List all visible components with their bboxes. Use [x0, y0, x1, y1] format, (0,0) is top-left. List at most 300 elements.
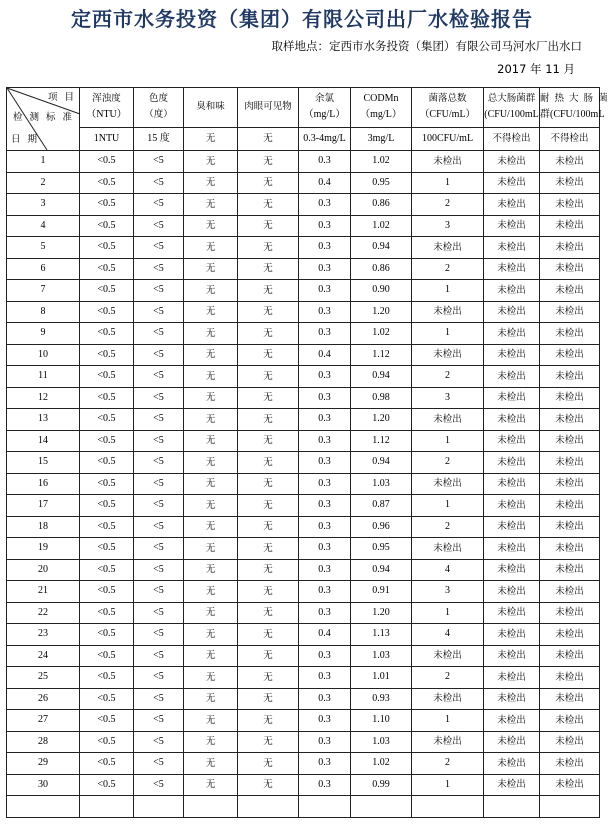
colony-count-cell: 1: [412, 710, 484, 732]
column-name: 色度: [148, 93, 168, 105]
date-cell: 22: [7, 602, 80, 624]
colony-count-cell: 2: [412, 753, 484, 775]
table-row: [7, 344, 600, 366]
turbidity-cell: <0.5: [80, 430, 134, 452]
total-coliform-cell: 未检出: [484, 215, 540, 237]
chlorine-cell: 0.3: [299, 731, 351, 753]
chlorine-cell: 0.3: [299, 667, 351, 689]
total-coliform-cell: 未检出: [484, 452, 540, 474]
total-coliform-cell: 未检出: [484, 237, 540, 259]
total-coliform-cell: 未检出: [484, 710, 540, 732]
thermotolerant-coliform-cell: 未检出: [540, 559, 600, 581]
turbidity-cell: <0.5: [80, 280, 134, 302]
color-cell: <5: [134, 409, 184, 431]
visible-matter-cell: 无: [238, 538, 299, 560]
blank-cell: [80, 796, 134, 818]
visible-matter-cell: 无: [238, 473, 299, 495]
column-name: 肉眼可见物: [244, 101, 292, 113]
thermotolerant-coliform-cell: 未检出: [540, 667, 600, 689]
column-unit: （mg/L）: [360, 109, 402, 121]
table-row: [7, 602, 600, 624]
colony-count-cell: 2: [412, 366, 484, 388]
total-coliform-cell: 未检出: [484, 645, 540, 667]
thermotolerant-coliform-cell: 未检出: [540, 452, 600, 474]
odor-cell: 无: [184, 258, 238, 280]
table-row: [7, 710, 600, 732]
date-cell: 29: [7, 753, 80, 775]
table-row: [7, 688, 600, 710]
colony-count-cell: 2: [412, 516, 484, 538]
color-cell: <5: [134, 172, 184, 194]
total-coliform-cell: 未检出: [484, 194, 540, 216]
table-row: [7, 387, 600, 409]
total-coliform-cell: 未检出: [484, 731, 540, 753]
chlorine-cell: 0.3: [299, 538, 351, 560]
colony-count-cell: 1: [412, 172, 484, 194]
thermotolerant-coliform-cell: 未检出: [540, 602, 600, 624]
thermotolerant-coliform-cell: 未检出: [540, 172, 600, 194]
colony-count-cell: 1: [412, 495, 484, 517]
total-coliform-cell: 未检出: [484, 774, 540, 796]
chlorine-cell: 0.3: [299, 194, 351, 216]
thermotolerant-coliform-cell: 未检出: [540, 645, 600, 667]
standard-codmn: 3mg/L: [351, 127, 412, 150]
codmn-cell: 0.93: [351, 688, 412, 710]
colony-count-cell: 1: [412, 602, 484, 624]
color-cell: <5: [134, 387, 184, 409]
table-row: [7, 753, 600, 775]
date-cell: 7: [7, 280, 80, 302]
colony-count-cell: 未检出: [412, 645, 484, 667]
colony-count-cell: 1: [412, 430, 484, 452]
color-cell: <5: [134, 301, 184, 323]
total-coliform-cell: 未检出: [484, 151, 540, 173]
table-row: [7, 409, 600, 431]
sampling-location: 取样地点：定西市水务投资（集团）有限公司马河水厂出水口: [271, 39, 582, 53]
odor-cell: 无: [184, 366, 238, 388]
date-cell: 20: [7, 559, 80, 581]
column-name: 浑浊度: [92, 93, 121, 105]
date-cell: 25: [7, 667, 80, 689]
visible-matter-cell: 无: [238, 366, 299, 388]
total-coliform-cell: 未检出: [484, 280, 540, 302]
codmn-cell: 1.20: [351, 409, 412, 431]
visible-matter-cell: 无: [238, 731, 299, 753]
corner-date-label: 日 期: [11, 134, 40, 145]
color-cell: <5: [134, 516, 184, 538]
odor-cell: 无: [184, 624, 238, 646]
codmn-cell: 0.86: [351, 258, 412, 280]
header-color: [134, 88, 184, 128]
thermotolerant-coliform-cell: 未检出: [540, 624, 600, 646]
odor-cell: 无: [184, 688, 238, 710]
header-chlorine: [299, 88, 351, 128]
thermotolerant-coliform-cell: 未检出: [540, 774, 600, 796]
visible-matter-cell: 无: [238, 387, 299, 409]
colony-count-cell: 2: [412, 667, 484, 689]
chlorine-cell: 0.3: [299, 215, 351, 237]
odor-cell: 无: [184, 280, 238, 302]
thermotolerant-coliform-cell: 未检出: [540, 473, 600, 495]
odor-cell: 无: [184, 645, 238, 667]
chlorine-cell: 0.3: [299, 710, 351, 732]
chlorine-cell: 0.3: [299, 602, 351, 624]
visible-matter-cell: 无: [238, 753, 299, 775]
total-coliform-cell: 未检出: [484, 409, 540, 431]
chlorine-cell: 0.4: [299, 172, 351, 194]
odor-cell: 无: [184, 430, 238, 452]
turbidity-cell: <0.5: [80, 194, 134, 216]
codmn-cell: 0.94: [351, 559, 412, 581]
odor-cell: 无: [184, 151, 238, 173]
odor-cell: 无: [184, 753, 238, 775]
blank-cell: [484, 796, 540, 818]
color-cell: <5: [134, 581, 184, 603]
odor-cell: 无: [184, 387, 238, 409]
date-cell: 9: [7, 323, 80, 345]
visible-matter-cell: 无: [238, 280, 299, 302]
table-row: [7, 366, 600, 388]
odor-cell: 无: [184, 516, 238, 538]
colony-count-cell: 未检出: [412, 473, 484, 495]
column-name: 总大肠菌群: [487, 93, 536, 105]
turbidity-cell: <0.5: [80, 258, 134, 280]
turbidity-cell: <0.5: [80, 387, 134, 409]
colony-count-cell: 未检出: [412, 301, 484, 323]
visible-matter-cell: 无: [238, 710, 299, 732]
chlorine-cell: 0.3: [299, 774, 351, 796]
color-cell: <5: [134, 753, 184, 775]
date-cell: 1: [7, 151, 80, 173]
header-turbidity: [80, 88, 134, 128]
codmn-cell: 0.95: [351, 538, 412, 560]
column-name: 余氯: [314, 93, 334, 105]
colony-count-cell: 3: [412, 215, 484, 237]
colony-count-cell: 3: [412, 387, 484, 409]
header-row-items: [7, 88, 600, 128]
color-cell: <5: [134, 602, 184, 624]
codmn-cell: 1.13: [351, 624, 412, 646]
colony-count-cell: 1: [412, 280, 484, 302]
colony-count-cell: 未检出: [412, 731, 484, 753]
table-body: [7, 151, 600, 796]
column-unit: （CFU/mL）: [419, 109, 476, 121]
turbidity-cell: <0.5: [80, 323, 134, 345]
total-coliform-cell: 未检出: [484, 688, 540, 710]
odor-cell: 无: [184, 301, 238, 323]
colony-count-cell: 2: [412, 452, 484, 474]
turbidity-cell: <0.5: [80, 215, 134, 237]
table-row: [7, 323, 600, 345]
visible-matter-cell: 无: [238, 495, 299, 517]
total-coliform-cell: 未检出: [484, 258, 540, 280]
turbidity-cell: <0.5: [80, 495, 134, 517]
codmn-cell: 0.99: [351, 774, 412, 796]
table-row: [7, 581, 600, 603]
colony-count-cell: 3: [412, 581, 484, 603]
odor-cell: 无: [184, 172, 238, 194]
codmn-cell: 0.87: [351, 495, 412, 517]
color-cell: <5: [134, 710, 184, 732]
table-row: [7, 194, 600, 216]
turbidity-cell: <0.5: [80, 774, 134, 796]
thermotolerant-coliform-cell: 未检出: [540, 301, 600, 323]
blank-cell: [299, 796, 351, 818]
date-cell: 2: [7, 172, 80, 194]
table-row: [7, 559, 600, 581]
codmn-cell: 1.02: [351, 151, 412, 173]
corner-item-label: 项 目: [47, 92, 76, 103]
visible-matter-cell: 无: [238, 516, 299, 538]
total-coliform-cell: 未检出: [484, 344, 540, 366]
total-coliform-cell: 未检出: [484, 430, 540, 452]
blank-cell: [7, 796, 80, 818]
color-cell: <5: [134, 430, 184, 452]
thermotolerant-coliform-cell: 未检出: [540, 215, 600, 237]
visible-matter-cell: 无: [238, 559, 299, 581]
column-name: 臭和味: [196, 101, 225, 113]
odor-cell: 无: [184, 344, 238, 366]
thermotolerant-coliform-cell: 未检出: [540, 495, 600, 517]
color-cell: <5: [134, 645, 184, 667]
total-coliform-cell: 未检出: [484, 559, 540, 581]
codmn-cell: 1.12: [351, 344, 412, 366]
table-row: [7, 258, 600, 280]
column-unit: （mg/L）: [303, 109, 346, 121]
codmn-cell: 1.20: [351, 602, 412, 624]
table-row: [7, 473, 600, 495]
date-cell: 4: [7, 215, 80, 237]
header-row-standards: [7, 127, 600, 150]
turbidity-cell: <0.5: [80, 581, 134, 603]
odor-cell: 无: [184, 602, 238, 624]
turbidity-cell: <0.5: [80, 409, 134, 431]
turbidity-cell: <0.5: [80, 602, 134, 624]
chlorine-cell: 0.3: [299, 753, 351, 775]
color-cell: <5: [134, 237, 184, 259]
odor-cell: 无: [184, 473, 238, 495]
thermotolerant-coliform-cell: 未检出: [540, 688, 600, 710]
blank-cell: [184, 796, 238, 818]
odor-cell: 无: [184, 409, 238, 431]
date-cell: 23: [7, 624, 80, 646]
turbidity-cell: <0.5: [80, 667, 134, 689]
date-cell: 27: [7, 710, 80, 732]
chlorine-cell: 0.3: [299, 645, 351, 667]
date-cell: 14: [7, 430, 80, 452]
chlorine-cell: 0.3: [299, 366, 351, 388]
chlorine-cell: 0.3: [299, 495, 351, 517]
visible-matter-cell: 无: [238, 581, 299, 603]
codmn-cell: 0.94: [351, 366, 412, 388]
table-row: [7, 237, 600, 259]
thermotolerant-coliform-cell: 未检出: [540, 581, 600, 603]
standard-odor: 无: [184, 127, 238, 150]
colony-count-cell: 2: [412, 258, 484, 280]
color-cell: <5: [134, 473, 184, 495]
thermotolerant-coliform-cell: 未检出: [540, 366, 600, 388]
chlorine-cell: 0.4: [299, 344, 351, 366]
color-cell: <5: [134, 215, 184, 237]
date-cell: 24: [7, 645, 80, 667]
codmn-cell: 0.94: [351, 237, 412, 259]
turbidity-cell: <0.5: [80, 688, 134, 710]
table-row: [7, 538, 600, 560]
colony-count-cell: 4: [412, 624, 484, 646]
date-cell: 21: [7, 581, 80, 603]
date-cell: 18: [7, 516, 80, 538]
turbidity-cell: <0.5: [80, 753, 134, 775]
date-cell: 15: [7, 452, 80, 474]
visible-matter-cell: 无: [238, 151, 299, 173]
total-coliform-cell: 未检出: [484, 516, 540, 538]
column-name: 菌落总数: [428, 93, 467, 105]
blank-cell: [412, 796, 484, 818]
date-cell: 30: [7, 774, 80, 796]
turbidity-cell: <0.5: [80, 516, 134, 538]
visible-matter-cell: 无: [238, 215, 299, 237]
total-coliform-cell: 未检出: [484, 581, 540, 603]
table-row: [7, 301, 600, 323]
visible-matter-cell: 无: [238, 430, 299, 452]
chlorine-cell: 0.4: [299, 624, 351, 646]
table-row: [7, 215, 600, 237]
turbidity-cell: <0.5: [80, 624, 134, 646]
thermotolerant-coliform-cell: 未检出: [540, 387, 600, 409]
turbidity-cell: <0.5: [80, 301, 134, 323]
date-cell: 5: [7, 237, 80, 259]
date-cell: 10: [7, 344, 80, 366]
total-coliform-cell: 未检出: [484, 172, 540, 194]
header-total-coliform: [484, 88, 540, 128]
odor-cell: 无: [184, 731, 238, 753]
visible-matter-cell: 无: [238, 645, 299, 667]
thermotolerant-coliform-cell: 未检出: [540, 516, 600, 538]
date-cell: 3: [7, 194, 80, 216]
total-coliform-cell: 未检出: [484, 323, 540, 345]
table-row: [7, 624, 600, 646]
color-cell: <5: [134, 452, 184, 474]
total-coliform-cell: 未检出: [484, 602, 540, 624]
chlorine-cell: 0.3: [299, 688, 351, 710]
standard-color: 15 度: [134, 127, 184, 150]
visible-matter-cell: 无: [238, 624, 299, 646]
total-coliform-cell: 未检出: [484, 753, 540, 775]
date-cell: 28: [7, 731, 80, 753]
corner-header: [7, 88, 80, 151]
table-row: [7, 430, 600, 452]
thermotolerant-coliform-cell: 未检出: [540, 323, 600, 345]
table-row: [7, 452, 600, 474]
total-coliform-cell: 未检出: [484, 624, 540, 646]
visible-matter-cell: 无: [238, 602, 299, 624]
colony-count-cell: 1: [412, 774, 484, 796]
column-name: 耐 热 大 肠 菌: [540, 93, 609, 105]
codmn-cell: 1.12: [351, 430, 412, 452]
thermotolerant-coliform-cell: 未检出: [540, 258, 600, 280]
report-period: 2017 年 11 月: [497, 62, 575, 76]
visible-matter-cell: 无: [238, 688, 299, 710]
turbidity-cell: <0.5: [80, 559, 134, 581]
header-odor: [184, 88, 238, 128]
odor-cell: 无: [184, 495, 238, 517]
header-visible-matter: [238, 88, 299, 128]
corner-standard-label: 检 测 标 准: [13, 112, 75, 123]
table-row: [7, 516, 600, 538]
color-cell: <5: [134, 688, 184, 710]
colony-count-cell: 1: [412, 323, 484, 345]
color-cell: <5: [134, 258, 184, 280]
date-cell: 13: [7, 409, 80, 431]
codmn-cell: 1.02: [351, 323, 412, 345]
colony-count-cell: 未检出: [412, 344, 484, 366]
codmn-cell: 0.98: [351, 387, 412, 409]
blank-cell: [351, 796, 412, 818]
thermotolerant-coliform-cell: 未检出: [540, 151, 600, 173]
table-row: [7, 667, 600, 689]
colony-count-cell: 未检出: [412, 237, 484, 259]
table-row: [7, 151, 600, 173]
diagonal-header: [7, 88, 80, 150]
table-row: [7, 645, 600, 667]
chlorine-cell: 0.3: [299, 409, 351, 431]
colony-count-cell: 未检出: [412, 409, 484, 431]
chlorine-cell: 0.3: [299, 559, 351, 581]
blank-cell: [238, 796, 299, 818]
date-cell: 12: [7, 387, 80, 409]
odor-cell: 无: [184, 559, 238, 581]
blank-cell: [134, 796, 184, 818]
codmn-cell: 1.02: [351, 215, 412, 237]
odor-cell: 无: [184, 452, 238, 474]
visible-matter-cell: 无: [238, 301, 299, 323]
codmn-cell: 0.95: [351, 172, 412, 194]
thermotolerant-coliform-cell: 未检出: [540, 280, 600, 302]
thermotolerant-coliform-cell: 未检出: [540, 194, 600, 216]
color-cell: <5: [134, 280, 184, 302]
date-cell: 11: [7, 366, 80, 388]
odor-cell: 无: [184, 667, 238, 689]
visible-matter-cell: 无: [238, 344, 299, 366]
standard-thermotolerant-coliform: 不得检出: [540, 127, 600, 150]
blank-row: [7, 796, 600, 818]
codmn-cell: 1.03: [351, 473, 412, 495]
colony-count-cell: 未检出: [412, 151, 484, 173]
codmn-cell: 0.90: [351, 280, 412, 302]
column-unit: (CFU/100mL: [484, 109, 539, 121]
chlorine-cell: 0.3: [299, 473, 351, 495]
color-cell: <5: [134, 194, 184, 216]
water-quality-table: [6, 87, 609, 818]
odor-cell: 无: [184, 194, 238, 216]
turbidity-cell: <0.5: [80, 237, 134, 259]
chlorine-cell: 0.3: [299, 581, 351, 603]
chlorine-cell: 0.3: [299, 258, 351, 280]
colony-count-cell: 未检出: [412, 688, 484, 710]
standard-chlorine: 0.3-4mg/L: [299, 127, 351, 150]
turbidity-cell: <0.5: [80, 538, 134, 560]
turbidity-cell: <0.5: [80, 710, 134, 732]
turbidity-cell: <0.5: [80, 151, 134, 173]
date-cell: 17: [7, 495, 80, 517]
date-cell: 6: [7, 258, 80, 280]
total-coliform-cell: 未检出: [484, 366, 540, 388]
codmn-cell: 0.86: [351, 194, 412, 216]
chlorine-cell: 0.3: [299, 323, 351, 345]
chlorine-cell: 0.3: [299, 516, 351, 538]
report-title: 定西市水务投资（集团）有限公司出厂水检验报告: [71, 7, 533, 31]
visible-matter-cell: 无: [238, 258, 299, 280]
